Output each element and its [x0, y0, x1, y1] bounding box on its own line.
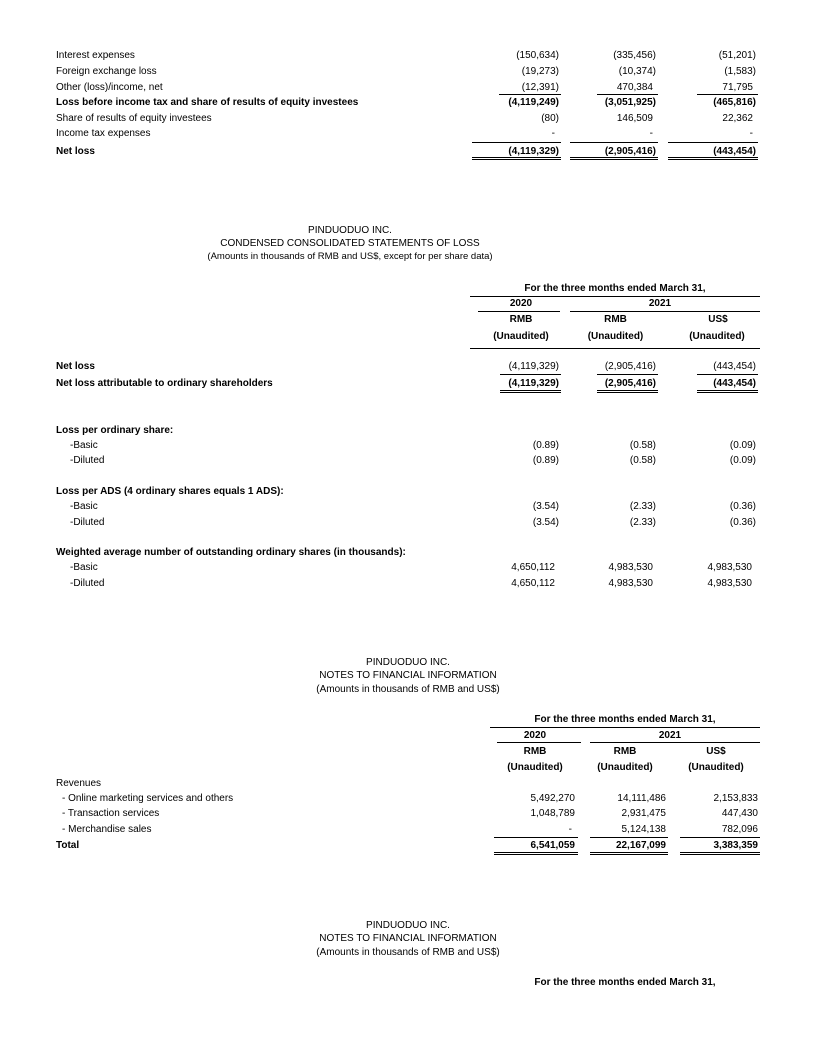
cell-value: (0.58) [629, 455, 656, 466]
year-header: 2020 [509, 298, 533, 309]
audit-status: (Unaudited) [587, 331, 644, 342]
cell-value: (335,456) [613, 50, 656, 61]
row-label: Interest expenses [56, 50, 135, 61]
cell-value: (2,905,416) [604, 361, 656, 372]
audit-status: (Unaudited) [493, 331, 549, 342]
cell-value: - [551, 128, 555, 139]
subtotal-rule [680, 837, 760, 838]
subtotal-rule [697, 374, 758, 375]
cell-value: 22,362 [722, 113, 753, 124]
cell-value: (465,816) [713, 97, 756, 108]
section-heading: Weighted average number of outstanding ordinary shares (in thousands): [56, 547, 406, 558]
subtotal-rule [697, 94, 758, 95]
currency-header: RMB [613, 746, 637, 757]
cell-value: - [649, 128, 653, 139]
cell-value: 4,650,112 [511, 578, 555, 589]
subtotal-rule [472, 142, 561, 143]
row-label: -Basic [70, 440, 98, 451]
total-double-rule [697, 390, 758, 393]
cell-value: 3,383,359 [713, 840, 758, 851]
statement-subtitle: (Amounts in thousands of RMB and US$, except for per share data) [207, 251, 493, 262]
cell-value: (3.54) [532, 501, 559, 512]
header-rule [470, 296, 760, 297]
notes-subtitle: (Amounts in thousands of RMB and US$) [316, 947, 500, 958]
cell-value: (1,583) [724, 66, 756, 77]
cell-value: 5,492,270 [530, 793, 575, 804]
row-label: Net loss [56, 361, 95, 372]
cell-value: 5,124,138 [621, 824, 666, 835]
row-label: - Online marketing services and others [62, 793, 234, 804]
period-header: For the three months ended March 31, [534, 714, 716, 725]
section-heading: Loss per ordinary share: [56, 425, 174, 436]
header-rule [590, 742, 760, 743]
cell-value: 1,048,789 [530, 808, 575, 819]
row-label: - Transaction services [62, 808, 160, 819]
cell-value: 4,983,530 [608, 578, 653, 589]
cell-value: 782,096 [721, 824, 758, 835]
row-label: Share of results of equity investees [56, 113, 212, 124]
header-rule [478, 311, 560, 312]
row-label: -Basic [70, 501, 98, 512]
cell-value: 4,983,530 [707, 562, 752, 573]
row-label: Total [56, 840, 80, 851]
year-header: 2021 [658, 730, 682, 741]
cell-value: (0.09) [729, 440, 756, 451]
year-header: 2021 [648, 298, 672, 309]
notes-subtitle: (Amounts in thousands of RMB and US$) [316, 684, 500, 695]
company-name: PINDUODUO INC. [366, 920, 450, 931]
cell-value: (0.58) [629, 440, 656, 451]
row-label: -Diluted [70, 578, 105, 589]
cell-value: 6,541,059 [530, 840, 575, 851]
cell-value: (443,454) [713, 361, 756, 372]
cell-value: (12,391) [521, 82, 559, 93]
row-label: Income tax expenses [56, 128, 151, 139]
row-label: -Diluted [70, 517, 105, 528]
currency-header: RMB [509, 314, 533, 325]
section-heading: Revenues [56, 778, 102, 789]
cell-value: (19,273) [521, 66, 559, 77]
total-double-rule [590, 852, 668, 855]
subtotal-rule [500, 374, 561, 375]
cell-value: (443,454) [713, 378, 756, 389]
subtotal-rule [499, 94, 561, 95]
cell-value: (4,119,249) [508, 97, 559, 108]
company-name: PINDUODUO INC. [366, 657, 450, 668]
subtotal-rule [597, 94, 658, 95]
cell-value: 2,153,833 [713, 793, 758, 804]
statement-title: CONDENSED CONSOLIDATED STATEMENTS OF LOSS [220, 238, 480, 249]
cell-value: 4,650,112 [511, 562, 555, 573]
audit-status: (Unaudited) [689, 331, 745, 342]
total-double-rule [500, 390, 561, 393]
header-rule [570, 311, 760, 312]
total-double-rule [472, 157, 561, 160]
header-rule [497, 742, 581, 743]
cell-value: (0.36) [729, 517, 756, 528]
cell-value: (51,201) [718, 50, 756, 61]
cell-value: (2.33) [629, 501, 656, 512]
cell-value: (2,905,416) [604, 146, 656, 157]
total-double-rule [668, 157, 758, 160]
cell-value: - [568, 824, 572, 835]
subtotal-rule [590, 837, 668, 838]
total-double-rule [494, 852, 578, 855]
header-rule [470, 348, 760, 349]
company-name: PINDUODUO INC. [308, 225, 392, 236]
row-label: Net loss attributable to ordinary shareholders [56, 378, 273, 389]
cell-value: (4,119,329) [508, 361, 559, 372]
row-label: Loss before income tax and share of results of equity investees [56, 97, 359, 108]
cell-value: 4,983,530 [608, 562, 653, 573]
cell-value: (3,051,925) [604, 97, 656, 108]
cell-value: 14,111,486 [617, 793, 666, 804]
currency-header: US$ [706, 746, 726, 757]
year-header: 2020 [523, 730, 547, 741]
subtotal-rule [494, 837, 578, 838]
currency-header: RMB [523, 746, 547, 757]
row-label: - Merchandise sales [62, 824, 152, 835]
subtotal-rule [597, 374, 658, 375]
audit-status: (Unaudited) [507, 762, 563, 773]
cell-value: (80) [541, 113, 559, 124]
total-double-rule [680, 852, 760, 855]
cell-value: 71,795 [722, 82, 753, 93]
period-header: For the three months ended March 31, [524, 283, 706, 294]
cell-value: (3.54) [532, 517, 559, 528]
cell-value: (0.36) [729, 501, 756, 512]
period-header: For the three months ended March 31, [534, 977, 716, 988]
cell-value: 146,509 [616, 113, 653, 124]
row-label: Foreign exchange loss [56, 66, 157, 77]
cell-value: 2,931,475 [621, 808, 666, 819]
audit-status: (Unaudited) [688, 762, 744, 773]
cell-value: (0.89) [532, 440, 559, 451]
notes-title: NOTES TO FINANCIAL INFORMATION [319, 670, 497, 681]
cell-value: (2,905,416) [604, 378, 656, 389]
cell-value: 470,384 [616, 82, 653, 93]
audit-status: (Unaudited) [597, 762, 653, 773]
cell-value: (0.09) [729, 455, 756, 466]
total-double-rule [570, 157, 658, 160]
cell-value: 4,983,530 [707, 578, 752, 589]
cell-value: (4,119,329) [508, 378, 559, 389]
row-label: -Diluted [70, 455, 105, 466]
cell-value: (443,454) [713, 146, 756, 157]
row-label: -Basic [70, 562, 98, 573]
total-double-rule [597, 390, 658, 393]
notes-title: NOTES TO FINANCIAL INFORMATION [319, 933, 497, 944]
cell-value: (150,634) [516, 50, 559, 61]
cell-value: (0.89) [532, 455, 559, 466]
cell-value: 447,430 [721, 808, 758, 819]
cell-value: - [749, 128, 753, 139]
cell-value: 22,167,099 [615, 840, 666, 851]
currency-header: RMB [604, 314, 627, 325]
row-label: Net loss [56, 146, 95, 157]
row-label: Other (loss)/income, net [56, 82, 163, 93]
subtotal-rule [668, 142, 758, 143]
header-rule [490, 727, 760, 728]
cell-value: (2.33) [629, 517, 656, 528]
cell-value: (10,374) [618, 66, 656, 77]
currency-header: US$ [708, 314, 728, 325]
section-heading: Loss per ADS (4 ordinary shares equals 1 ADS): [56, 486, 284, 497]
cell-value: (4,119,329) [508, 146, 559, 157]
subtotal-rule [570, 142, 658, 143]
